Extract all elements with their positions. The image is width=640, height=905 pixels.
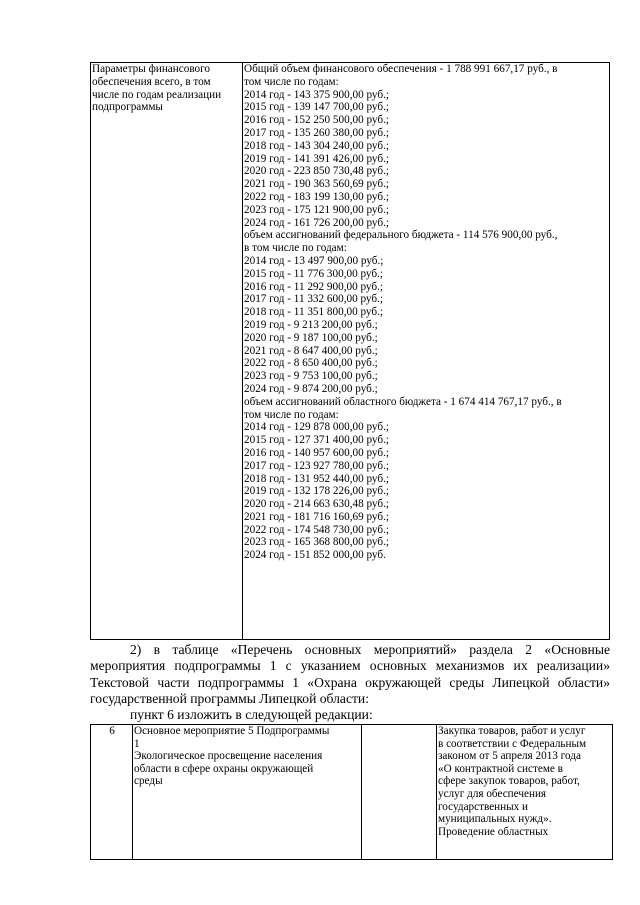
text-line: 2017 год - 11 332 600,00 руб.; — [244, 293, 383, 306]
text-line: 2014 год - 13 497 900,00 руб.; — [244, 254, 384, 267]
text-line: 2020 год - 214 663 630,48 руб.; — [244, 498, 389, 511]
text-line: 2024 год - 161 726 200,00 руб.; — [244, 216, 389, 229]
text-line: сфере закупок товаров, работ, — [438, 775, 580, 788]
amendment-paragraph: 2) в таблице «Перечень основных мероприятий» раздела 2 «Основные мероприятия подпрограммы 1 с указанием основных механизмов их реализации» Текстовой части подпрограммы 1 «Охрана окружающей среды Липецкой области» государственной программы Липецкой области: — [90, 642, 610, 707]
text-line: 2016 год - 152 250 500,00 руб.; — [244, 114, 389, 127]
text-line: Закупка товаров, работ и услуг — [438, 725, 586, 737]
text-line: 2024 год - 9 874 200,00 руб.; — [244, 382, 378, 395]
text-line: 2019 год - 9 213 200,00 руб.; — [244, 318, 378, 331]
text-line: 1 — [134, 737, 140, 750]
text-line: Проведение областных — [438, 825, 549, 838]
mechanism-cell — [437, 725, 613, 860]
text-line: обеспечения всего, в том — [92, 75, 211, 88]
text-line: Параметры финансового — [92, 63, 211, 75]
table-row — [91, 63, 610, 640]
text-line: 2014 год - 143 375 900,00 руб.; — [244, 88, 389, 101]
main-events-table — [90, 724, 613, 860]
text-line: 2017 год - 135 260 380,00 руб.; — [244, 126, 389, 139]
text-line: «О контрактной системе в — [438, 762, 563, 775]
text-line: 2016 год - 140 957 600,00 руб.; — [244, 446, 389, 459]
text-line: в соответствии с Федеральным — [438, 737, 587, 750]
text-line: 2019 год - 141 391 426,00 руб.; — [244, 152, 389, 165]
text-line: 2023 год - 9 753 100,00 руб.; — [244, 370, 378, 383]
text-line: 2022 год - 174 548 730,00 руб.; — [244, 523, 389, 536]
text-line: 2015 год - 11 776 300,00 руб.; — [244, 267, 383, 280]
text-line: 2015 год - 139 147 700,00 руб.; — [244, 101, 389, 114]
text-line: государственных и — [438, 800, 529, 813]
text-line: объем ассигнований федерального бюджета - 114 576 900,00 руб., — [244, 229, 558, 242]
text-line: муниципальных нужд». — [438, 813, 552, 826]
text-line: том числе по годам: — [244, 75, 339, 88]
text-line: 2020 год - 9 187 100,00 руб.; — [244, 331, 378, 344]
text-line: 2024 год - 151 852 000,00 руб. — [244, 549, 386, 562]
text-line: 2023 год - 175 121 900,00 руб.; — [244, 203, 389, 216]
text-line: числе по годам реализации — [92, 88, 222, 101]
text-line: в том числе по годам: — [244, 242, 347, 255]
parameters-label — [92, 63, 242, 114]
event-name — [134, 725, 361, 788]
text-line: 2019 год - 132 178 226,00 руб.; — [244, 485, 389, 498]
text-line: Основное мероприятие 5 Подпрограммы — [134, 725, 330, 737]
text-line: 2021 год - 190 363 560,69 руб.; — [244, 178, 389, 191]
text-line: 2021 год - 181 716 160,69 руб.; — [244, 510, 389, 523]
text-line: 2015 год - 127 371 400,00 руб.; — [244, 434, 389, 447]
item-6-instruction: пункт 6 изложить в следующей редакции: — [130, 707, 373, 722]
financing-values — [244, 63, 609, 562]
text-line: 2018 год - 131 952 440,00 руб.; — [244, 472, 389, 485]
text-line: 2014 год - 129 878 000,00 руб.; — [244, 421, 389, 434]
parameters-label-cell — [91, 63, 243, 640]
event-name-cell — [133, 725, 362, 860]
financing-values-cell — [243, 63, 610, 640]
text-line: 2018 год - 143 304 240,00 руб.; — [244, 139, 389, 152]
mechanism-text — [438, 725, 612, 838]
text-line: том числе по годам: — [244, 408, 339, 421]
text-line: Общий объем финансового обеспечения - 1 788 991 667,17 руб., в — [244, 63, 558, 75]
text-line: подпрограммы — [92, 101, 163, 114]
text-line: 2022 год - 8 650 400,00 руб.; — [244, 357, 378, 370]
text-line: области в сфере охраны окружающей — [134, 762, 314, 775]
text-line: 2021 год - 8 647 400,00 руб.; — [244, 344, 378, 357]
text-line: среды — [134, 775, 163, 788]
text-line: услуг для обеспечения — [438, 787, 547, 800]
text-line: 2017 год - 123 927 780,00 руб.; — [244, 459, 389, 472]
empty-cell — [362, 725, 437, 860]
text-line: 2018 год - 11 351 800,00 руб.; — [244, 306, 383, 319]
text-line: 2016 год - 11 292 900,00 руб.; — [244, 280, 383, 293]
text-line: Экологическое просвещение населения — [134, 750, 323, 763]
item-number-cell: 6 — [91, 725, 133, 860]
text-line: 2020 год - 223 850 730,48 руб.; — [244, 165, 389, 178]
financing-parameters-table — [90, 62, 610, 640]
table-row — [91, 725, 613, 860]
text-line: 2023 год - 165 368 800,00 руб.; — [244, 536, 389, 549]
text-line: объем ассигнований областного бюджета - 1 674 414 767,17 руб., в — [244, 395, 562, 408]
text-line: 2022 год - 183 199 130,00 руб.; — [244, 190, 389, 203]
text-line: законом от 5 апреля 2013 года — [438, 750, 581, 763]
